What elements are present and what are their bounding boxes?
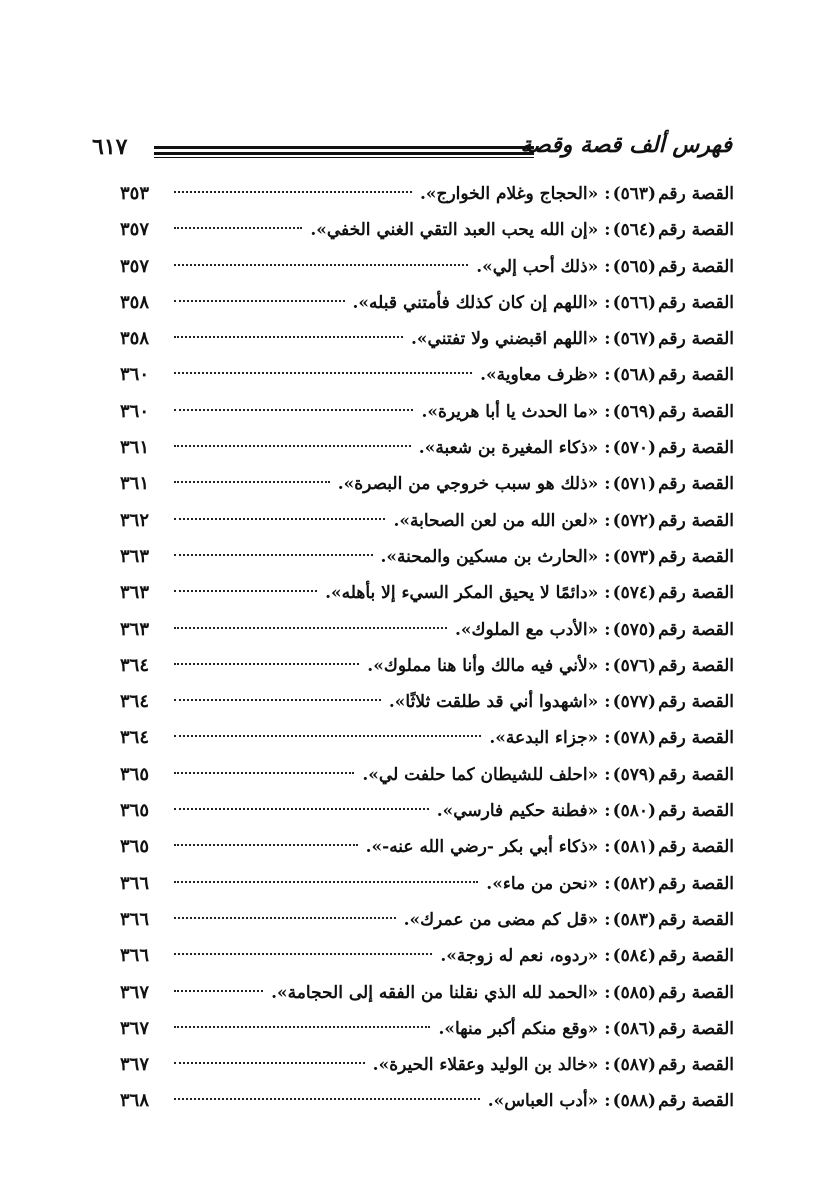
toc-entry <box>120 176 734 212</box>
dot-leader <box>174 917 396 919</box>
entry-number: (٥٧٥) <box>612 619 657 640</box>
dot-leader <box>174 409 413 411</box>
entry-label: القصة رقم <box>658 1055 734 1076</box>
entry-label: القصة رقم <box>658 329 734 350</box>
entry-title: «ذلك أحب إلي». <box>476 256 599 277</box>
entry-title: «إن الله يحب العبد التقي الغني الخفي». <box>310 220 599 241</box>
dot-leader <box>174 554 373 556</box>
table-of-contents <box>120 176 734 1120</box>
entry-label: القصة رقم <box>658 546 734 567</box>
entry-number: (٥٦٥) <box>612 256 657 277</box>
entry-label: القصة رقم <box>658 728 734 749</box>
entry-colon: : <box>604 438 611 459</box>
entry-colon: : <box>604 292 611 313</box>
dot-leader <box>174 590 317 592</box>
entry-colon: : <box>604 873 611 894</box>
entry-label: القصة رقم <box>658 256 734 277</box>
entry-number: (٥٧٢) <box>612 510 657 531</box>
dot-leader <box>174 990 263 992</box>
entry-colon: : <box>604 909 611 930</box>
entry-page-number: ٣٦٢ <box>120 509 150 531</box>
entry-number: (٥٦٩) <box>612 401 657 422</box>
entry-title: «لأني فيه مالك وأنا هنا مملوك». <box>367 655 599 676</box>
toc-entry <box>120 612 734 648</box>
entry-title: «أدب العباس». <box>487 1091 599 1112</box>
entry-colon: : <box>604 510 611 531</box>
header-rule <box>154 146 534 160</box>
entry-page-number: ٣٦٥ <box>120 763 150 785</box>
entry-colon: : <box>604 583 611 604</box>
entry-label: القصة رقم <box>658 438 734 459</box>
entry-number: (٥٧٦) <box>612 655 657 676</box>
entry-page-number: ٣٦٤ <box>120 727 150 749</box>
entry-title: «الأدب مع الملوك». <box>454 619 599 640</box>
entry-title: «ما الحدث يا أبا هريرة». <box>421 401 599 422</box>
entry-label: القصة رقم <box>658 401 734 422</box>
entry-title: «اللهم اقبضني ولا تفتني». <box>410 329 599 350</box>
toc-entry <box>120 757 734 793</box>
entry-label: القصة رقم <box>658 1091 734 1112</box>
entry-label: القصة رقم <box>658 292 734 313</box>
entry-colon: : <box>604 401 611 422</box>
entry-colon: : <box>604 220 611 241</box>
dot-leader <box>174 699 381 701</box>
dot-leader <box>174 881 478 883</box>
dot-leader <box>174 627 447 629</box>
entry-page-number: ٣٥٨ <box>120 291 150 313</box>
entry-colon: : <box>604 1018 611 1039</box>
entry-number: (٥٨٦) <box>612 1018 657 1039</box>
entry-label: القصة رقم <box>658 510 734 531</box>
entry-colon: : <box>604 837 611 858</box>
dot-leader <box>174 663 359 665</box>
toc-entry <box>120 285 734 321</box>
toc-entry <box>120 1083 734 1119</box>
page-header <box>92 130 732 174</box>
entry-page-number: ٣٦٦ <box>120 945 150 967</box>
entry-colon: : <box>604 946 611 967</box>
entry-number: (٥٨٧) <box>612 1055 657 1076</box>
entry-number: (٥٨٨) <box>612 1091 657 1112</box>
entry-page-number: ٣٥٨ <box>120 328 150 350</box>
entry-title: «ذكاء المغيرة بن شعبة». <box>418 438 599 459</box>
entry-number: (٥٦٧) <box>612 329 657 350</box>
entry-label: القصة رقم <box>658 220 734 241</box>
entry-label: القصة رقم <box>658 982 734 1003</box>
dot-leader <box>174 372 472 374</box>
toc-entry <box>120 321 734 357</box>
dot-leader <box>174 191 412 193</box>
dot-leader <box>174 227 302 229</box>
toc-entry <box>120 503 734 539</box>
entry-colon: : <box>604 256 611 277</box>
dot-leader <box>174 808 429 810</box>
entry-title: «اللهم إن كان كذلك فأمتني قبله». <box>352 292 599 313</box>
entry-colon: : <box>604 692 611 713</box>
entry-label: القصة رقم <box>658 946 734 967</box>
toc-entry <box>120 1047 734 1083</box>
toc-entry <box>120 793 734 829</box>
toc-entry <box>120 394 734 430</box>
entry-number: (٥٧٩) <box>612 764 657 785</box>
dot-leader <box>174 772 354 774</box>
entry-page-number: ٣٦٤ <box>120 691 150 713</box>
entry-page-number: ٣٦٦ <box>120 908 150 930</box>
entry-title: «فطنة حكيم فارسي». <box>436 801 599 822</box>
entry-label: القصة رقم <box>658 655 734 676</box>
entry-title: «الحارث بن مسكين والمحنة». <box>380 546 599 567</box>
entry-number: (٥٨٢) <box>612 873 657 894</box>
dot-leader <box>174 1098 480 1100</box>
toc-entry <box>120 249 734 285</box>
entry-page-number: ٣٥٧ <box>120 219 150 241</box>
entry-title: «ردوه، نعم له زوجة». <box>440 946 599 967</box>
dot-leader <box>174 445 411 447</box>
entry-colon: : <box>604 1091 611 1112</box>
entry-page-number: ٣٦١ <box>120 473 150 495</box>
entry-page-number: ٣٦٠ <box>120 364 150 386</box>
entry-page-number: ٣٦٦ <box>120 872 150 894</box>
entry-page-number: ٣٦٤ <box>120 654 150 676</box>
entry-title: «ظرف معاوية». <box>480 365 599 386</box>
entry-colon: : <box>604 655 611 676</box>
entry-label: القصة رقم <box>658 764 734 785</box>
entry-number: (٥٧٠) <box>612 438 657 459</box>
entry-title: «ذلك هو سبب خروجي من البصرة». <box>337 474 599 495</box>
entry-title: «الحجاج وغلام الخوارج». <box>419 184 599 204</box>
toc-entry <box>120 212 734 248</box>
entry-page-number: ٣٥٧ <box>120 255 150 277</box>
entry-number: (٥٦٦) <box>612 292 657 313</box>
entry-title: «خالد بن الوليد وعقلاء الحيرة». <box>372 1055 599 1076</box>
entry-number: (٥٦٤) <box>612 220 657 241</box>
entry-page-number: ٣٦٨ <box>120 1090 150 1112</box>
dot-leader <box>174 953 432 955</box>
entry-title: «وقع منكم أكبر منها». <box>438 1018 599 1039</box>
entry-title: «لعن الله من لعن الصحابة». <box>393 510 599 531</box>
dot-leader <box>174 1062 365 1064</box>
toc-entry <box>120 938 734 974</box>
entry-number: (٥٧٧) <box>612 692 657 713</box>
toc-entry <box>120 648 734 684</box>
entry-colon: : <box>604 184 611 204</box>
entry-title: «اشهدوا أني قد طلقت ثلاثًا». <box>388 692 599 713</box>
entry-title: «الحمد لله الذي نقلنا من الفقه إلى الحجامة». <box>271 982 599 1003</box>
entry-label: القصة رقم <box>658 619 734 640</box>
toc-entry <box>120 829 734 865</box>
entry-colon: : <box>604 982 611 1003</box>
toc-entry <box>120 720 734 756</box>
entry-label: القصة رقم <box>658 1018 734 1039</box>
entry-title: «احلف للشيطان كما حلفت لي». <box>362 764 599 785</box>
entry-number: (٥٨٣) <box>612 909 657 930</box>
entry-label: القصة رقم <box>658 801 734 822</box>
entry-colon: : <box>604 764 611 785</box>
entry-label: القصة رقم <box>658 583 734 604</box>
running-title: فهرس ألف قصة وقصة <box>520 132 732 158</box>
entry-number: (٥٦٨) <box>612 365 657 386</box>
entry-colon: : <box>604 365 611 386</box>
entry-number: (٥٧٣) <box>612 546 657 567</box>
entry-number: (٥٨٠) <box>612 801 657 822</box>
entry-page-number: ٣٦٥ <box>120 836 150 858</box>
entry-label: القصة رقم <box>658 474 734 495</box>
dot-leader <box>174 518 385 520</box>
entry-colon: : <box>604 546 611 567</box>
entry-page-number: ٣٦٧ <box>120 1054 150 1076</box>
dot-leader <box>174 481 330 483</box>
entry-title: «جزاء البدعة». <box>489 728 599 749</box>
dot-leader <box>174 735 481 737</box>
entry-title: «ذكاء أبي بكر -رضي الله عنه-». <box>365 837 599 858</box>
entry-colon: : <box>604 329 611 350</box>
dot-leader <box>174 336 403 338</box>
page-number: ٦١٧ <box>92 134 128 160</box>
dot-leader <box>174 300 345 302</box>
toc-entry <box>120 684 734 720</box>
entry-colon: : <box>604 728 611 749</box>
entry-label: القصة رقم <box>658 184 734 204</box>
entry-page-number: ٣٦٧ <box>120 1017 150 1039</box>
entry-number: (٥٧٤) <box>612 583 657 604</box>
entry-colon: : <box>604 1055 611 1076</box>
entry-label: القصة رقم <box>658 909 734 930</box>
entry-page-number: ٣٦٧ <box>120 981 150 1003</box>
toc-entry <box>120 466 734 502</box>
entry-number: (٥٨٤) <box>612 946 657 967</box>
entry-colon: : <box>604 619 611 640</box>
toc-entry <box>120 430 734 466</box>
entry-page-number: ٣٦٣ <box>120 545 150 567</box>
entry-number: (٥٧١) <box>612 474 657 495</box>
toc-entry <box>120 975 734 1011</box>
entry-label: القصة رقم <box>658 692 734 713</box>
entry-number: (٥٨١) <box>612 837 657 858</box>
entry-colon: : <box>604 474 611 495</box>
dot-leader <box>174 844 358 846</box>
entry-page-number: ٣٦٠ <box>120 400 150 422</box>
toc-entry <box>120 1011 734 1047</box>
toc-entry <box>120 902 734 938</box>
entry-title: «قل كم مضى من عمرك». <box>403 909 599 930</box>
dot-leader <box>174 1026 430 1028</box>
entry-number: (٥٧٨) <box>612 728 657 749</box>
entry-title: «نحن من ماء». <box>486 873 599 894</box>
dot-leader <box>174 264 468 266</box>
entry-page-number: ٣٦٣ <box>120 582 150 604</box>
entry-page-number: ٣٦١ <box>120 437 150 459</box>
entry-number: (٥٦٣) <box>612 184 657 204</box>
toc-entry <box>120 357 734 393</box>
entry-page-number: ٣٥٣ <box>120 183 150 204</box>
toc-entry <box>120 575 734 611</box>
entry-label: القصة رقم <box>658 837 734 858</box>
toc-entry <box>120 866 734 902</box>
toc-entry <box>120 539 734 575</box>
entry-number: (٥٨٥) <box>612 982 657 1003</box>
entry-title: «دائمًا لا يحيق المكر السيء إلا بأهله». <box>325 583 599 604</box>
entry-page-number: ٣٦٣ <box>120 618 150 640</box>
entry-label: القصة رقم <box>658 365 734 386</box>
entry-page-number: ٣٦٥ <box>120 800 150 822</box>
entry-label: القصة رقم <box>658 873 734 894</box>
entry-colon: : <box>604 801 611 822</box>
